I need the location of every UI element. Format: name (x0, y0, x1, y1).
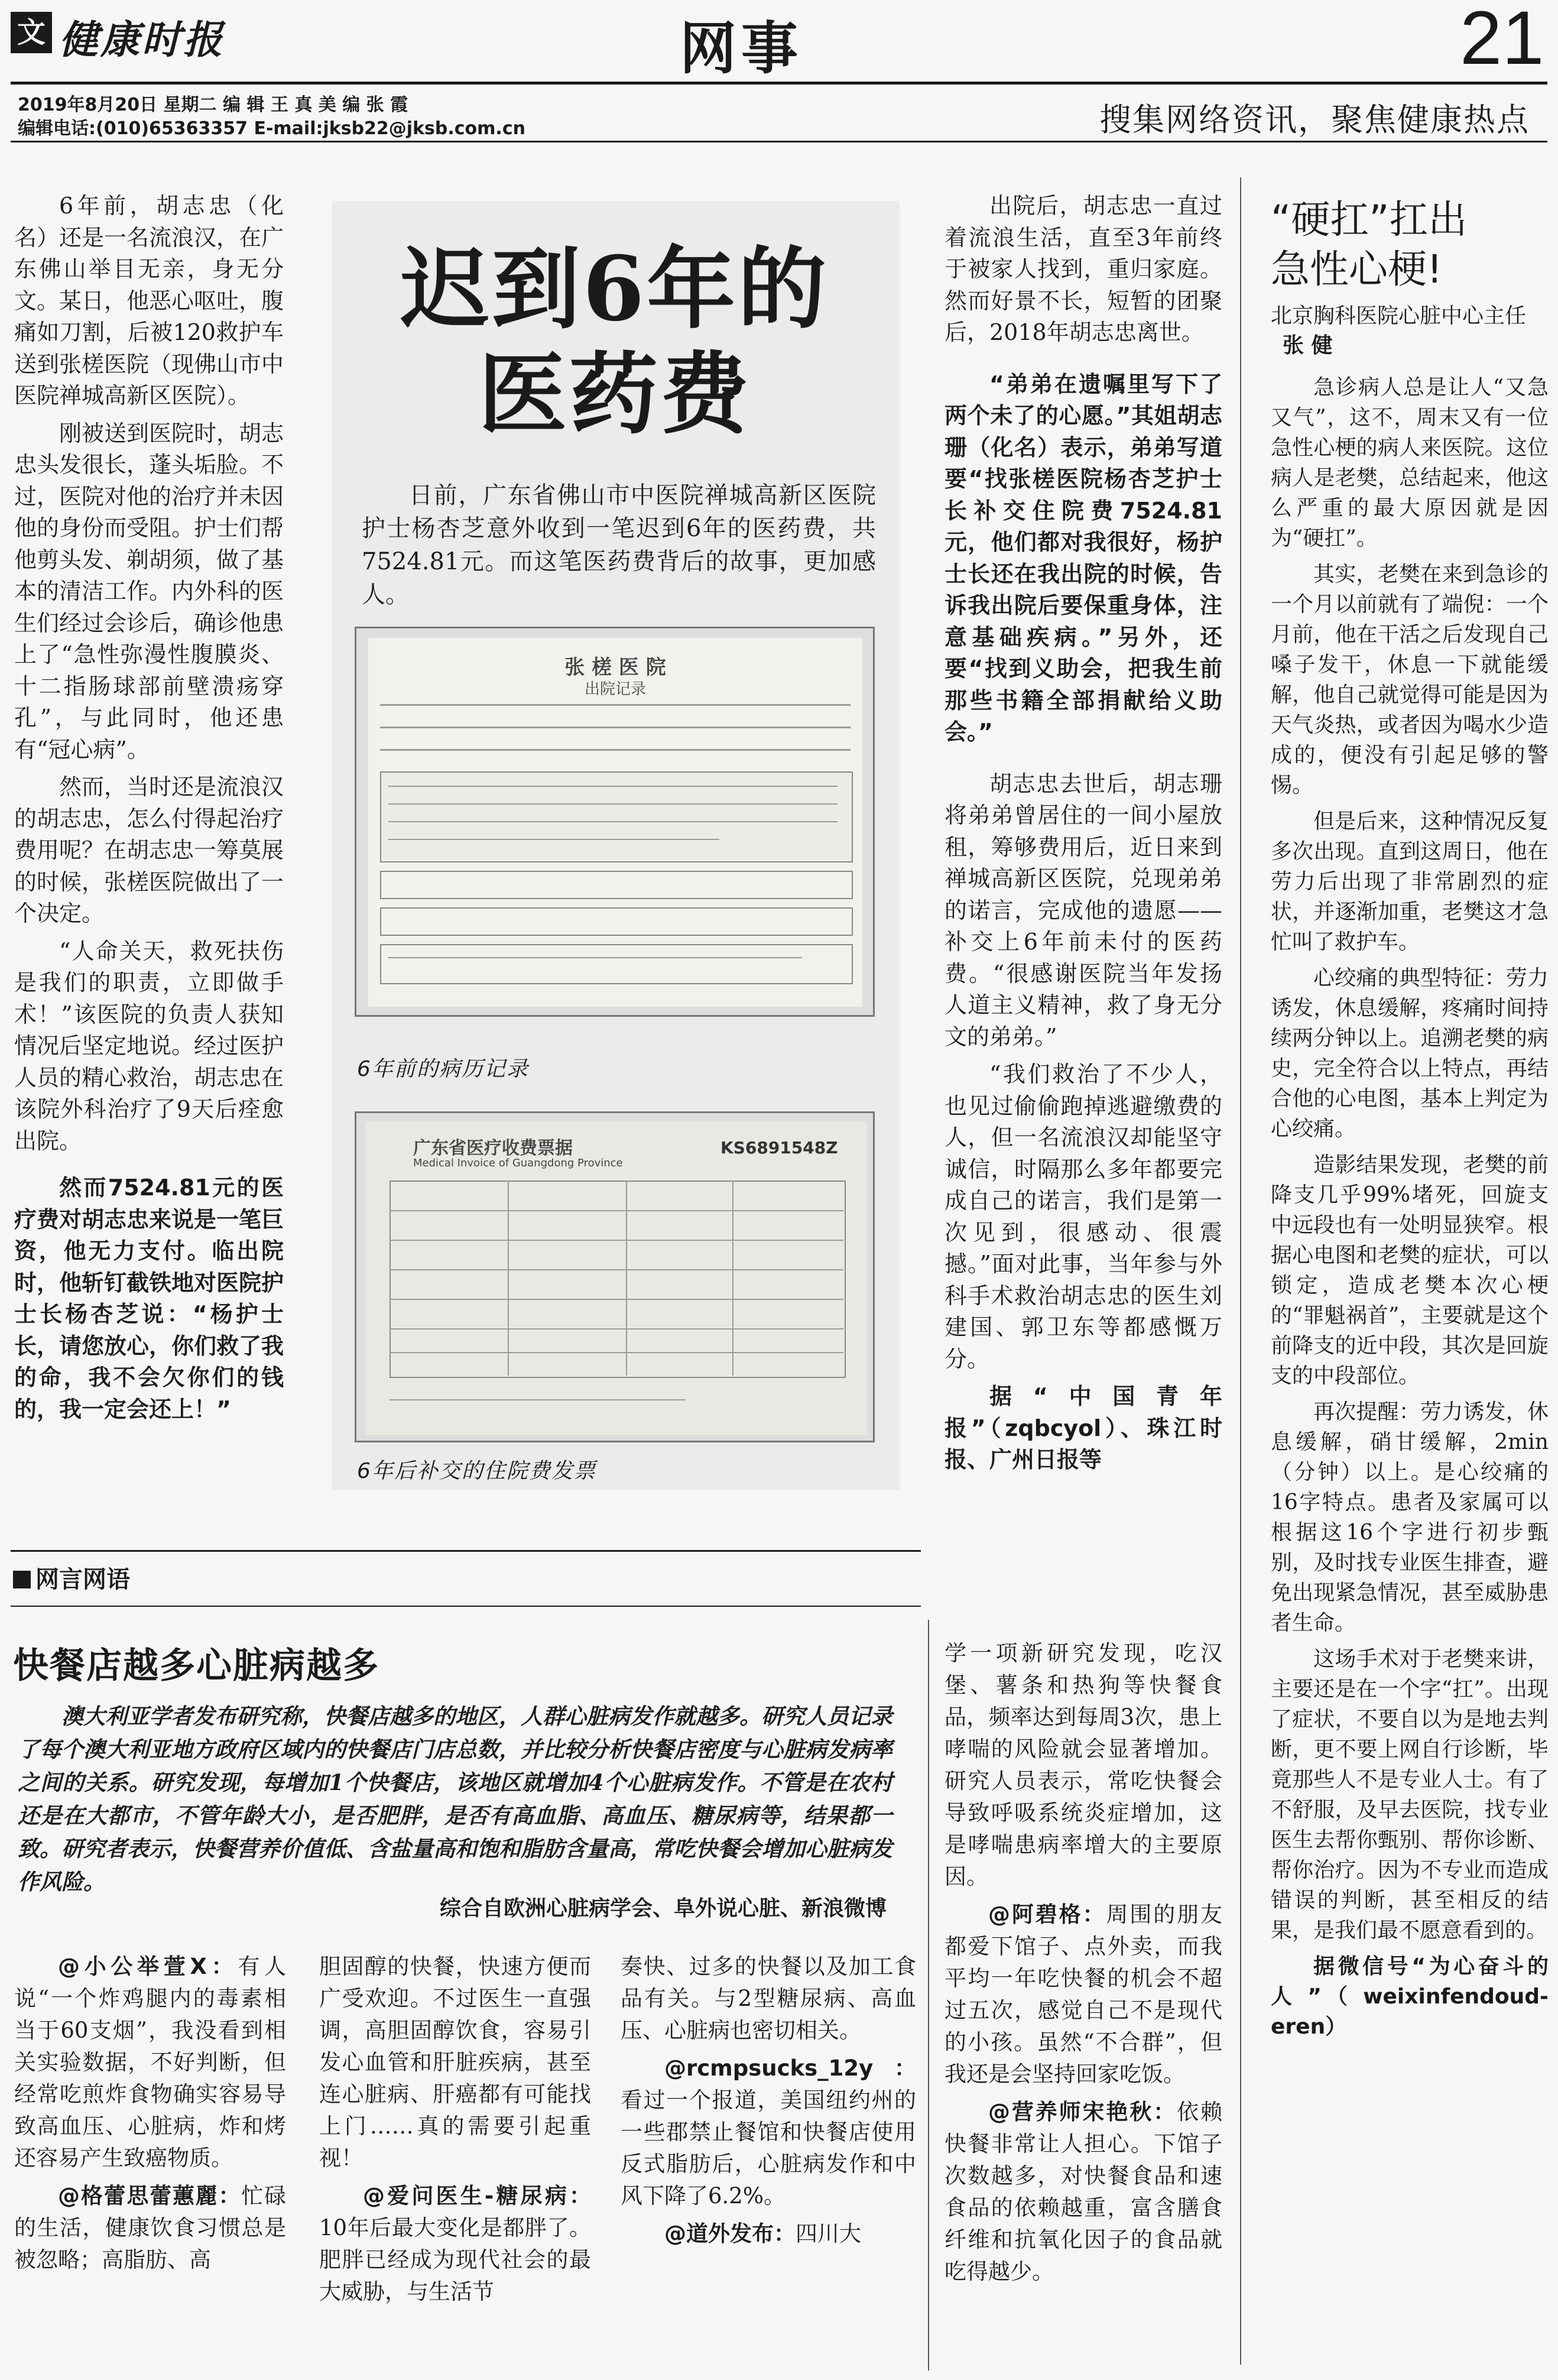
story-paragraph: 出院后，胡志忠一直过着流浪生活，直至3年前终于被家人找到，重归家庭。然而好景不长，短暂的团聚后，2018年胡志忠离世。 (944, 193, 1222, 345)
contact-line: 编辑电话:(010)65363357 E-mail:jksb22@jksb.com.cn (18, 118, 525, 139)
comment: @格蕾思蕾蕙麗：忙碌的生活，健康饮食习惯总是被忽略；高脂肪、高 (14, 2183, 287, 2272)
comments-column-c (621, 1951, 916, 2256)
record-hospital: 张 槎 医 院 (564, 656, 666, 679)
opinion-paragraph: 造影结果发现，老樊的前降支几乎99%堵死，回旋支中远段也有一处明显狭窄。根据心电图和老樊的症状，可以锁定，造成老樊本次心梗的“罪魁祸首”，主要就是这个前降支的近中段，其次是回旋支的中段部位。 (1271, 1153, 1549, 1388)
header-rule (11, 141, 1547, 142)
section-tagline: 搜集网络资讯，聚焦健康热点 (1099, 101, 1530, 138)
invoice-title: 广东省医疗收费票据 (413, 1138, 573, 1159)
comments-column-a (14, 1951, 286, 2282)
headline (361, 236, 869, 447)
comment-continued: 学一项新研究发现，吃汉堡、薯条和热狗等快餐食品，频率达到每周3次，患上哮喘的风险就会显著增加。研究人员表示，常吃快餐会导致呼吸系统炎症增加，这是哮喘患病率增大的主要原因。 (944, 1640, 1222, 1889)
story-paragraph-bold: “弟弟在遗嘱里写下了两个未了的心愿。”其姐胡志珊（化名）表示，弟弟写道要“找张槎医院杨杏芝护士长补交住院费7524.81元，他们都对我很好，杨护士长还在我出院的时候，告诉我出院后要保重身体，注意基础疾病。”另外，还要“找到义助会，把我生前那些书籍全部捐献给义助会。” (944, 371, 1222, 745)
comments-column-b (319, 1951, 591, 2314)
comment: @营养师宋艳秋：依赖快餐非常让人担心。下馆子次数越多，对快餐食品和速食品的依赖越重，富含膳食纤维和抗氧化因子的食品就吃得越少。 (944, 2099, 1223, 2284)
story-paragraph: “人命关天，救死扶伤是我们的职责，立即做手术！”该医院的负责人获知情况后坚定地说。经过医护人员的精心救治，胡志忠在该院外科治疗了9天后痊愈出院。 (14, 938, 284, 1154)
page-number: 21 (1460, 0, 1544, 80)
comments-column-d (944, 1638, 1222, 2294)
opinion-paragraph: 其实，老樊在来到急诊的一个月以前就有了端倪：一个月前，他在干活之后发现自己嗓子发干，休息一下就能缓解，他自己就觉得可能是因为天气炎热，或者因为喝水少造成的，便没有引起足够的警惕。 (1271, 562, 1549, 797)
opinion-source: 据微信号“为心奋斗的人”（weixinfendoud-eren） (1271, 1954, 1549, 2039)
headline-line-1: 迟到6年的 (400, 237, 829, 341)
date-editor-line: 2019年8月20日 星期二 编 辑 王 真 美 编 张 霞 (18, 95, 408, 115)
photo-caption-2: 6年后补交的住院费发票 (357, 1459, 596, 1483)
story-source: 据“中国青年报”（zqbcyol）、珠江时报、广州日报等 (944, 1383, 1222, 1473)
netizen-section-rule (11, 1550, 921, 1552)
story-column-1 (14, 190, 284, 1431)
story-paragraph-bold: 然而7524.81元的医疗费对胡志忠来说是一笔巨资，他无力支付。临出院时，他斩钉截铁地对医院护士长杨杏芝说：“杨护士长，请您放心，你们救了我的命，我不会欠你们的钱的，我一定会还上！” (14, 1175, 284, 1422)
opinion-title-line-1: “硬扛”扛出 (1271, 197, 1468, 242)
invoice-photo (355, 1111, 875, 1442)
opinion-paragraph: 急诊病人总是让人“又急又气”，这不，周末又有一位急性心梗的病人来医院。这位病人是老樊，总结起来，他这么严重的最大原因就是因为“硬扛”。 (1271, 375, 1549, 550)
comment-user: @rcmpsucks_12y： (664, 2055, 916, 2081)
invoice-subtitle: Medical Invoice of Guangdong Province (413, 1157, 623, 1169)
comment-user: @阿碧格： (988, 1902, 1106, 1927)
comment-user: @道外发布： (664, 2221, 796, 2246)
opinion-body (1271, 372, 1549, 2048)
lede: 日前，广东省佛山市中医院禅城高新区医院护士杨杏芝意外收到一笔迟到6年的医药费，共7524.81元。而这笔医药费背后的故事，更加感人。 (362, 482, 876, 608)
author-title: 北京胸科医院心脏中心主任 (1271, 304, 1527, 328)
story-paragraph: 6年前，胡志忠（化名）还是一名流浪汉，在广东佛山举目无亲，身无分文。某日，他恶心呕吐，腹痛如刀割，后被120救护车送到张槎医院（现佛山市中医院禅城高新区医院）。 (14, 193, 284, 408)
comment: @爱问医生-糖尿病：10年后最大变化是都胖了。肥胖已经成为现代社会的最大威胁，与生活节 (319, 2183, 591, 2304)
opinion-title (1271, 195, 1543, 294)
section-title: 网事 (680, 15, 803, 82)
article-intro: 澳大利亚学者发布研究称，快餐店越多的地区，人群心脏病发作就越多。研究人员记录了每个澳大利亚地方政府区域内的快餐店门店总数，并比较分析快餐店密度与心脏病发病率之间的关系。研究发现，每增加1个快餐店，该地区就增加4个心脏病发作。不管是在农村还是在大都市，不管年龄大小，是否肥胖，是否有高血脂、高血压、糖尿病等，结果都一致。研究者表示，快餐营养价值低、含盐量高和饱和脂肪含量高，常吃快餐会增加心脏病发作风险。 (18, 1703, 892, 1895)
opinion-paragraph: 这场手术对于老樊来讲，主要还是在一个字“扛”。出现了症状，不要自以为是地去判断，更不要上网自行诊断，毕竟那些人不是专业人士。有了不舒服，及早去医院，找专业医生去帮你甄别、帮你诊断、帮你治疗。因为不专业而造成错误的判断，甚至相反的结果，是我们最不愿意看到的。 (1271, 1647, 1549, 1943)
opinion-paragraph: 再次提醒：劳力诱发，休息缓解，硝甘缓解，2min（分钟）以上。是心绞痛的16字特点。患者及家属可以根据这16个字进行初步甄别，及时找专业医生排查，避免出现紧急情况，甚至威胁患者生命。 (1271, 1400, 1549, 1635)
article-title: 快餐店越多心脏病越多 (13, 1645, 379, 1687)
comment: @阿碧格：周围的朋友都爱下馆子、点外卖，而我平均一年吃快餐的机会不超过五次，感觉自己不是现代的小孩。虽然“不合群”，但我还是会坚持回家吃饭。 (944, 1902, 1223, 2087)
photo-caption-1: 6年前的病历记录 (357, 1057, 529, 1081)
opinion-title-line-2: 急性心梗! (1271, 247, 1443, 292)
netizen-section-label: 网言网语 (13, 1561, 130, 1594)
comment-user: @营养师宋艳秋： (988, 2099, 1177, 2125)
opinion-paragraph: 但是后来，这种情况反复多次出现。直到这周日，他在劳力后出现了非常剧烈的症状，并逐渐加重，老樊这才急忙叫了救护车。 (1271, 809, 1549, 954)
masthead-rule (11, 82, 1547, 85)
comment: @rcmpsucks_12y：看过一个报道，美国纽约州的一些郡禁止餐馆和快餐店使用反式脂肪后，心脏病发作和中风下降了6.2%。 (621, 2055, 916, 2209)
record-type: 出院记录 (584, 680, 646, 698)
comment: @小公举萱X：有人说“一个炸鸡腿内的毒素相当于60支烟”，我没看到相关实验数据，不好判断，但经常吃煎炸食物确实容易导致高血压、心脏病，炸和烤还容易产生致癌物质。 (14, 1954, 286, 2171)
article-source: 综合自欧洲心脏病学会、阜外说心脏、新浪微博 (439, 1896, 887, 1921)
author-name: 张 健 (1283, 333, 1333, 358)
newspaper-logo: 文 (11, 12, 52, 53)
comment-user: @小公举萱X： (58, 1954, 238, 1979)
opinion-paragraph: 心绞痛的典型特征：劳力诱发，休息缓解，疼痛时间持续两分钟以上。追溯老樊的病史，完全符合以上特点，再结合他的心电图，基本上判定为心绞痛。 (1271, 966, 1549, 1141)
medical-record-photo (355, 627, 875, 1017)
section-square-icon (13, 1571, 31, 1588)
story-column-3 (944, 190, 1222, 1482)
comment-user: @爱问医生-糖尿病： (363, 2183, 591, 2209)
story-paragraph: 胡志忠去世后，胡志珊将弟弟曾居住的一间小屋放租，筹够费用后，近日来到禅城高新区医院，兑现弟弟的诺言，完成他的遗愿——补交上6年前未付的医药费。“很感谢医院当年发扬人道主义精神，救了身无分文的弟弟。” (944, 770, 1222, 1050)
comment-user: @格蕾思蕾蕙麗： (58, 2183, 242, 2209)
opinion-author (1271, 301, 1549, 361)
story-paragraph: 刚被送到医院时，胡志忠头发很长，蓬头垢脸。不过，医院对他的治疗并未因他的身份而受阻。护士们帮他剪头发、剃胡须，做了基本的清洁工作。内外科的医生们经过会诊后，确诊他患上了“急性弥漫性腹膜炎、十二指肠球部前壁溃疡穿孔”，与此同时，他还患有“冠心病”。 (14, 420, 284, 763)
comment-continued: 胆固醇的快餐，快速方便而广受欢迎。不过医生一直强调，高胆固醇饮食，容易引发心血管和肝脏疾病，甚至连心脏病、肝癌都有可能找上门……真的需要引起重视！ (319, 1954, 591, 2171)
story-paragraph: “我们救治了不少人，也见过偷偷跑掉逃避缴费的人，但一名流浪汉却能坚守诚信，时隔那么多年都要完成自己的诺言，我们是第一次见到，很感动、很震撼。”面对此事，当年参与外科手术救治胡志忠的医生刘建国、郭卫东等都感慨万分。 (944, 1061, 1222, 1372)
column-divider (1240, 177, 1241, 2365)
netizen-title-rule (11, 1606, 921, 1607)
story-paragraph: 然而，当时还是流浪汉的胡志忠，怎么付得起治疗费用呢？在胡志忠一筹莫展的时候，张槎医院做出了一个决定。 (14, 774, 284, 926)
newspaper-name: 健康时报 (59, 17, 225, 63)
headline-line-2: 医药费 (478, 342, 751, 446)
column-divider (928, 1620, 929, 2371)
invoice-number: KS6891548Z (720, 1138, 838, 1157)
comment: @道外发布：四川大 (664, 2221, 861, 2246)
comment-continued: 奏快、过多的快餐以及加工食品有关。与2型糖尿病、高血压、心脏病也密切相关。 (621, 1954, 916, 2043)
